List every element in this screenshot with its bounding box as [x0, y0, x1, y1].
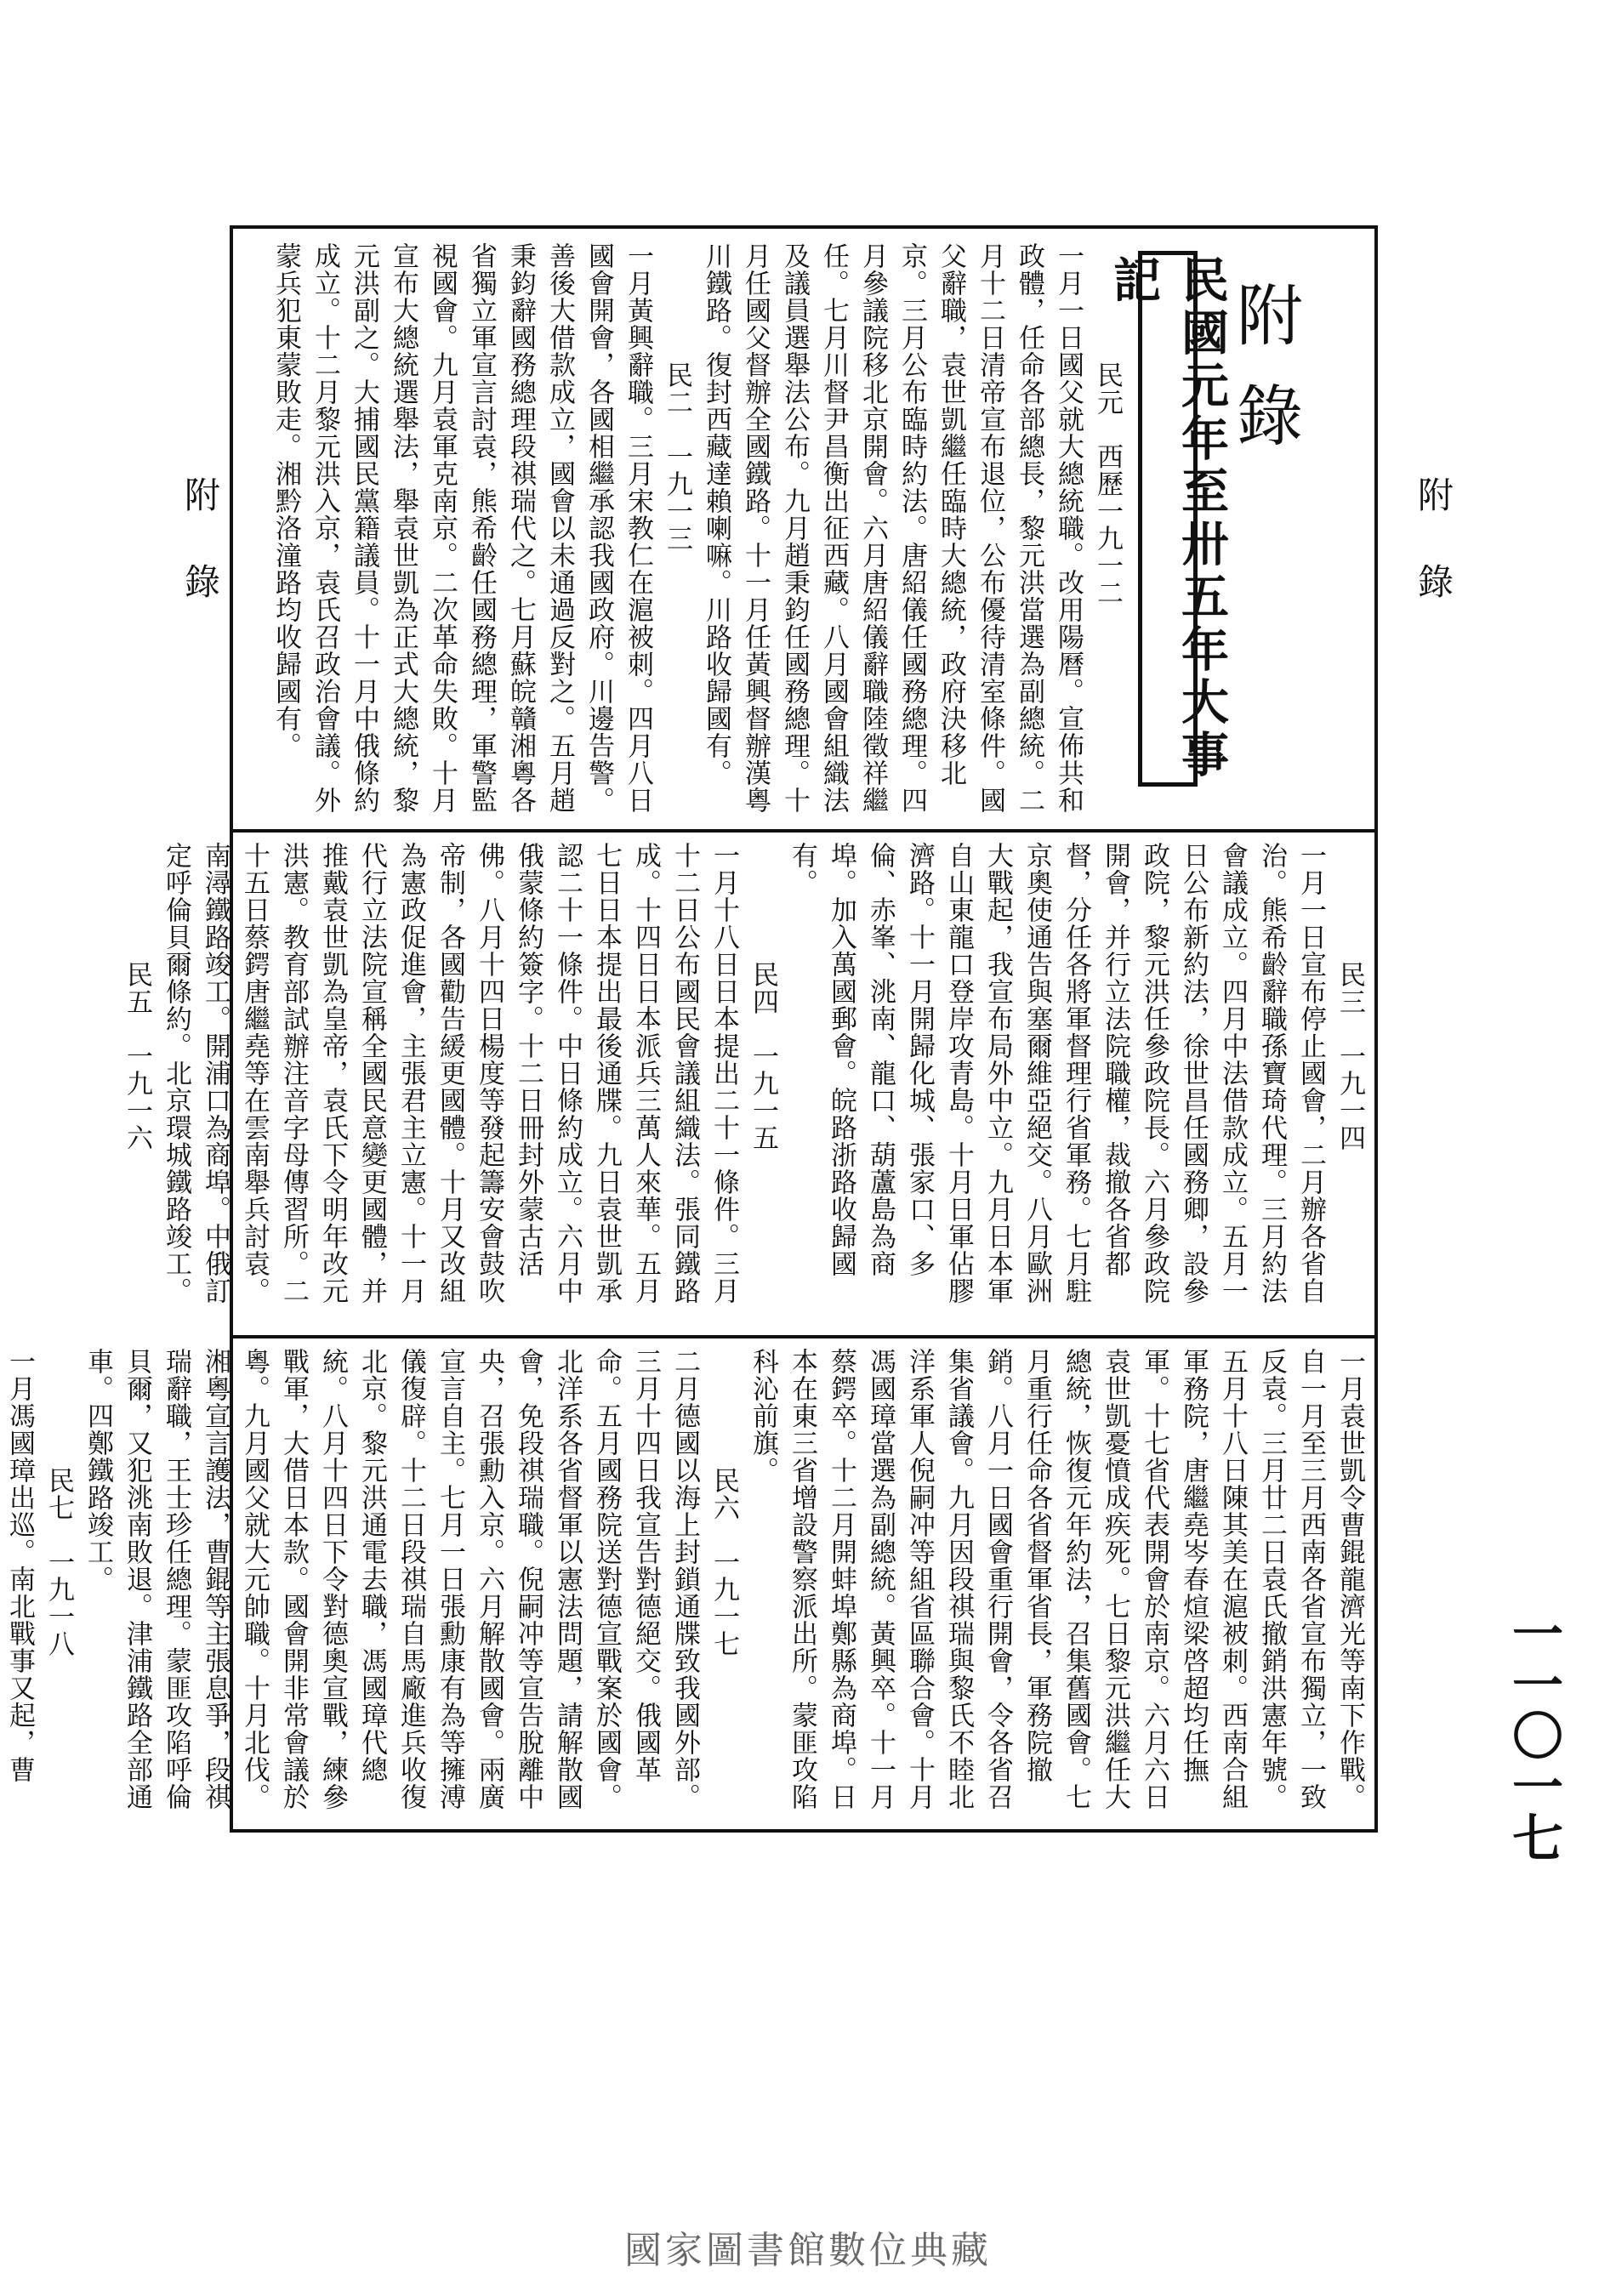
entry-text: 一月一日國父就大總統職。改用陽曆。宣佈共和政體，任命各部總長，黎元洪當選為副總統。二月十二日清帝宣布退位，公布優待清室條件。國父辭職，袁世凱繼任臨時大總統，政府決移北京。三月公布臨時約法。唐紹儀任國務總理。四月參議院移北京開會。六月唐紹儀辭職陸徵祥繼任。七月川督尹昌衡出征西藏。八月國會組織法及議員選舉法公布。九月趙秉鈞任國務總理。十月任國父督辦全國鐵路。十一月任黃興督辦漢粵川鐵路。復封西藏達賴喇嘛。川路收歸國有。 [701, 242, 1084, 814]
entry-year: 民六 一九一七 [708, 1467, 739, 1657]
entry-year: 民元 西歷一九一二 [1092, 361, 1123, 606]
entry-text: 一月一日宣布停止國會，二月辦各省自治。熊希齡辭職孫寶琦代理。三月約法會議成立。四月中法借款成立。五月一日公布新約法，徐世昌任國務卿，設參政院，黎元洪任參政院長。六月參政院開會，并行立法院職權，裁撤各省都督，分任各將軍督理行省軍務。七月駐京奧使通告與塞爾維亞絕交。八月歐洲大戰起，我宣布局外中立。九月日本軍自山東龍口登岸攻青島。十月日軍佔膠濟路。十一月開歸化城、張家口、多倫、赤峯、洮南、龍口、葫蘆島為商埠。加入萬國郵會。皖路浙路收歸國有。 [787, 842, 1326, 1304]
entry-text: 二月德國以海上封鎖通牒致我國外部。三月十四日我宣告對德絕交。俄國革命。五月國務院送對德宣戰案於國會。北洋系各省督軍以憲法問題，請解散國會，免段祺瑞職。倪嗣冲等宣告脫離中央，召張勳入京。六月解散國會。兩廣宣言自主。七月一日張勳康有為等擁溥儀復辟。十二日段祺瑞自馬廠進兵收復北京。黎元洪通電去職，馮國璋代總統。八月十四日下令對德奧宣戰，練參戰軍，大借日本款。國會開非常會議於粵。九月國父就大元帥職。十月北伐。湘粵宣言護法，曹錕等主張息爭，段祺瑞辭職，王士珍任總理。蒙匪攻陷呼倫貝爾，又犯洮南敗退。津浦鐵路全部通車。四鄭鐵路竣工。 [83, 1348, 700, 1810]
margin-label-left: 附錄 [179, 476, 221, 650]
entry-text: 一月袁世凱令曹錕龍濟光等南下作戰。自一月至三月西南各省宣布獨立，一致反袁。三月廿二日袁氏撤銷洪憲年號。五月十八日陳其美在滬被刺。西南合組軍務院，唐繼堯岑春煊梁啓超均任撫軍。十七省代表開會於南京。六月六日袁世凱憂憤成疾死。七日黎元洪繼任大總統，恢復元年約法，召集舊國會。七月重行任命各省督軍省長，軍務院撤銷。八月一日國會重行開會，令各省召集省議會。九月因段祺瑞與黎氏不睦北洋系軍人倪嗣冲等組省區聯合會。十月馮國璋當選為副總統。黃興卒。十一月蔡鍔卒。十二月開蚌埠鄭縣為商埠。日本在東三省增設警察派出所。蒙匪攻陷科沁前旗。 [748, 1348, 1365, 1810]
margin-label-right: 附錄 [1413, 476, 1454, 650]
heading-char-lu: 錄 [1226, 381, 1302, 481]
section-divider-upper [230, 829, 1378, 833]
archive-footer: 國家圖書館數位典藏 [624, 2229, 992, 2272]
top-section [238, 242, 1127, 821]
entry-year: 民二 一九一三 [662, 361, 692, 552]
entry-year: 民七 一九一八 [43, 1467, 74, 1657]
entry-year: 民四 一九一五 [748, 961, 778, 1151]
entry-text: 一月馮國璋出巡。南北戰事又起，曹 [4, 1348, 35, 1783]
watermark [791, 1208, 1267, 1386]
entry-year: 民三 一九一四 [1334, 961, 1365, 1151]
entry-text: 一月十八日日本提出二十一條件。三月十二日公布國民會議組織法。張同鐵路成。十四日日本派兵三萬人來華。五月七日日本提出最後通牒。九日袁世凱承認二十一條件。中日條約成立。六月中俄蒙條約簽字。十二日冊封外蒙古活佛。八月十四日楊度等發起籌安會鼓吹帝制，各國勸告緩更國體。十月又改組為憲政促進會，主張君主立憲。十一月代行立法院宣稱全國民意變更國體，并推戴袁世凱為皇帝，袁氏下令明年改元洪憲。教育部試辦注音字母傳習所。二十五日蔡鍔唐繼堯等在雲南舉兵討袁。南潯鐵路竣工。開浦口為商埠。中俄訂定呼倫貝爾條約。北京環城鐵路竣工。 [161, 842, 739, 1304]
page-title: 民國元年至卅五年大事記 [1138, 251, 1198, 787]
page-number: 一一〇一七 [1504, 1607, 1563, 1862]
bottom-section [4, 1348, 1369, 1824]
entry-text: 一月黃興辭職。三月宋教仁在滬被刺。四月八日國會開會，各國相繼承認我國政府。川邊告警。善後大借款成立，國會以未通過反對之。五月趙秉鈞辭國務總理段祺瑞代之。七月蘇皖贛湘粵各省獨立軍宣言討袁，熊希齡任國務總理，軍警監視國會。九月袁軍克南京。二次革命失敗。十月宣布大總統選舉法，舉袁世凱為正式大總統，黎元洪副之。大捕國民黨籍議員。十一月中俄條約成立。十二月黎元洪入京，袁氏召政治會議。外蒙兵犯東蒙敗走。湘黔洛潼路均收歸國有。 [270, 242, 653, 814]
heading-char-fu: 附 [1226, 281, 1302, 381]
entry-year: 民五 一九一六 [122, 961, 152, 1151]
